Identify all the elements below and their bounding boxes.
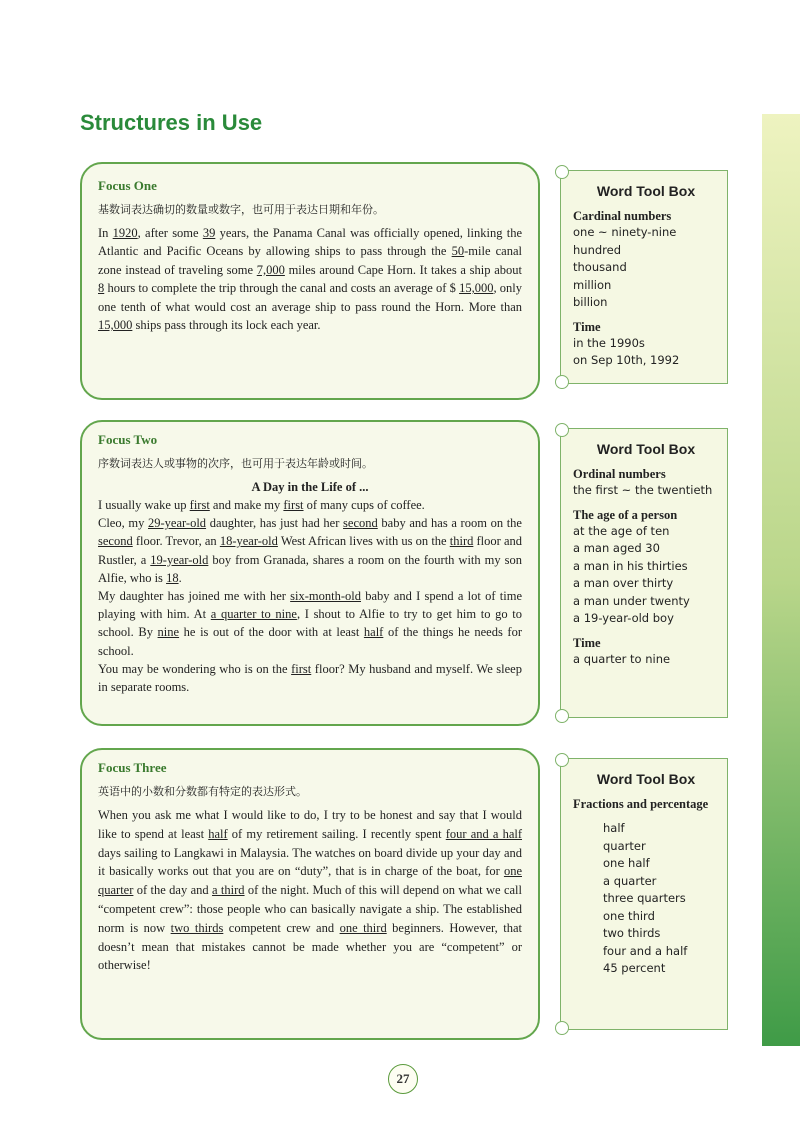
tool-box-item: three quarters xyxy=(603,891,686,905)
tool-box-item: hundred xyxy=(573,242,622,257)
tool-box-item: a man over thirty xyxy=(573,576,674,590)
underlined-term: half xyxy=(208,826,228,841)
underlined-term: first xyxy=(189,498,210,512)
focus-three-label: Focus Three xyxy=(98,760,167,775)
focus-one-text xyxy=(98,224,522,334)
underlined-term: 19-year-old xyxy=(150,552,209,567)
underlined-term: a quarter to nine xyxy=(210,607,297,622)
text-segment: floor? My husband and myself. We sleep in separate rooms. xyxy=(98,661,522,695)
tool-box-item: a man aged 30 xyxy=(573,541,660,555)
underlined-term: 29-year-old xyxy=(148,516,207,531)
group-heading: Time xyxy=(573,635,601,650)
underlined-term: 39 xyxy=(202,226,216,240)
underlined-term: one third xyxy=(339,920,387,935)
underlined-term: 15,000 xyxy=(459,281,494,296)
group-heading: The age of a person xyxy=(573,507,678,522)
page-title: Structures in Use xyxy=(80,110,263,135)
underlined-term: second xyxy=(343,516,378,531)
tool-box-group xyxy=(573,636,719,669)
text-segment: You may be wondering who is on the xyxy=(98,661,292,676)
tool-box-item: one ~ ninety-nine xyxy=(573,225,677,239)
underlined-term: six-month-old xyxy=(290,589,361,604)
focus-three-text xyxy=(98,806,522,975)
tool-box-item: a man in his thirties xyxy=(573,558,688,573)
underlined-term: a third xyxy=(212,883,245,898)
text-segment: I usually wake up xyxy=(98,498,190,512)
story-paragraph xyxy=(98,660,522,696)
underlined-term: 7,000 xyxy=(256,262,285,277)
text-segment: beginners. However, that doesn’t mean that mistakes cannot be made whether you are “competent” or otherwise! xyxy=(98,920,522,973)
text-segment: -mile canal zone instead of traveling some xyxy=(98,244,523,277)
tool-box-group xyxy=(573,508,719,628)
tool-box-item: a quarter xyxy=(603,873,657,888)
tool-box-group xyxy=(573,320,719,370)
underlined-term: 15,000 xyxy=(98,318,133,333)
tool-box-2-title: Word Tool Box xyxy=(596,441,696,457)
tool-box-item: on Sep 10th, 1992 xyxy=(573,353,680,367)
group-heading: Cardinal numbers xyxy=(573,209,672,223)
underlined-term: four and a half xyxy=(445,826,523,841)
text-segment: ships pass through its lock each year. xyxy=(132,318,321,333)
story-paragraph xyxy=(98,496,522,514)
focus-two-chinese-note: 序数词表达人或事物的次序，也可用于表达年龄或时间。 xyxy=(98,457,373,470)
tool-box-3-title: Word Tool Box xyxy=(596,771,696,787)
focus-one-label: Focus One xyxy=(98,178,157,193)
focus-two-box xyxy=(80,420,540,726)
text-segment: In xyxy=(98,226,113,240)
text-segment: floor. Trevor, an xyxy=(132,534,220,549)
tool-box-group xyxy=(573,467,719,500)
focus-one-box xyxy=(80,162,540,400)
tool-box-item: million xyxy=(573,277,612,292)
tool-box-item: a 19-year-old boy xyxy=(573,611,674,625)
tool-box-group xyxy=(573,209,719,312)
underlined-term: 18-year-old xyxy=(219,534,278,549)
tool-box-item: quarter xyxy=(603,838,646,853)
underlined-term: 8 xyxy=(98,281,105,296)
tool-box-item: 45 percent xyxy=(603,961,666,975)
text-segment: miles around Cape Horn. It takes a ship about xyxy=(284,262,522,277)
text-segment: When you ask me what I would like to do, I try to be honest and say that I would like to spend at least xyxy=(98,808,522,841)
focus-two-text xyxy=(98,496,522,696)
tool-box-item: thousand xyxy=(573,260,627,274)
text-segment: daughter, has just had her xyxy=(206,516,344,531)
word-tool-box-2 xyxy=(560,428,728,718)
tool-box-item: billion xyxy=(573,295,608,309)
text-segment: baby and has a room on the xyxy=(377,516,522,531)
focus-one-chinese-note: 基数词表达确切的数量或数字，也可用于表达日期和年份。 xyxy=(98,203,384,216)
text-segment: he is out of the door with at least xyxy=(179,625,364,640)
underlined-term: half xyxy=(363,625,384,640)
underlined-term: second xyxy=(98,534,133,549)
text-segment: baby and I spend a lot of time playing with him. At xyxy=(98,589,522,622)
underlined-term: two thirds xyxy=(170,920,224,935)
tool-box-item: at the age of ten xyxy=(573,523,670,538)
text-segment: Cleo, my xyxy=(98,516,148,531)
text-segment: boy from Granada, shares a room on the fourth with my son Alfie, who is xyxy=(98,552,522,585)
page-number: 27 xyxy=(388,1064,418,1094)
underlined-term: first xyxy=(283,498,304,512)
page-edge-gradient-bar xyxy=(762,114,800,1046)
text-segment: West African lives with us on the xyxy=(277,534,450,549)
text-segment: days sailing to Langkawi in Malaysia. The watches on board divide up your day and it basically works out that you are on “duty”, that is in charge of the boat, for xyxy=(98,845,522,879)
underlined-term: 1920 xyxy=(112,226,138,240)
tool-box-item: a man under twenty xyxy=(573,593,690,608)
text-segment: and make my xyxy=(209,498,284,512)
tool-box-item: in the 1990s xyxy=(573,335,645,350)
story-paragraph xyxy=(98,514,522,587)
group-heading: Fractions and percentage xyxy=(573,797,709,811)
text-segment: floor and Rustler, a xyxy=(98,534,523,567)
tool-box-item: one third xyxy=(603,908,655,923)
focus-two-label: Focus Two xyxy=(98,432,158,447)
underlined-term: first xyxy=(291,661,312,676)
underlined-term: nine xyxy=(157,625,180,640)
text-segment: , only one tenth of what would cost an average ship to pass round the Horn. More than xyxy=(98,281,522,314)
focus-three-box xyxy=(80,748,540,1040)
text-segment: . xyxy=(178,570,182,585)
text-segment: of my retirement sailing. I recently spent xyxy=(227,826,446,841)
underlined-term: third xyxy=(449,534,474,549)
text-segment: hours to complete the trip through the canal and costs an average of $ xyxy=(104,281,460,296)
underlined-term: 18 xyxy=(166,570,179,585)
tool-box-item: a quarter to nine xyxy=(573,651,671,666)
text-segment: of the things he needs for school. xyxy=(98,625,522,658)
tool-box-item: two thirds xyxy=(603,926,661,940)
word-tool-box-1 xyxy=(560,170,728,384)
text-segment: , I shout to Alfie to try to get him to go to school. By xyxy=(98,607,523,640)
tool-box-group xyxy=(573,797,719,978)
underlined-term: 50 xyxy=(451,244,465,259)
tool-box-item: four and a half xyxy=(603,943,688,958)
tool-box-item: one half xyxy=(603,856,650,870)
text-segment: My daughter has joined me with her xyxy=(98,589,291,604)
text-segment: of the night. Much of this will depend on what we call “competent crew”: those people who can basically navigate a ship. The established norm is now xyxy=(98,883,522,935)
text-segment: of the day and xyxy=(133,883,213,898)
text-segment: years, the Panama Canal was officially opened, linking the Atlantic and Pacific Oceans by allowing ships to pass through the xyxy=(98,226,522,259)
underlined-term: one quarter xyxy=(98,864,522,898)
story-title: A Day in the Life of ... xyxy=(251,480,369,494)
group-heading: Time xyxy=(573,319,601,334)
tool-box-1-title: Word Tool Box xyxy=(596,183,696,199)
tool-box-item: the first ~ the twentieth xyxy=(573,483,713,497)
tool-box-item: half xyxy=(603,821,625,835)
text-segment: competent crew and xyxy=(223,920,340,935)
word-tool-box-3 xyxy=(560,758,728,1030)
text-segment: of many cups of coffee. xyxy=(303,498,425,512)
story-paragraph xyxy=(98,587,522,660)
text-segment: , after some xyxy=(137,226,203,240)
group-heading: Ordinal numbers xyxy=(573,467,666,481)
focus-three-chinese-note: 英语中的小数和分数都有特定的表达形式。 xyxy=(98,785,307,798)
